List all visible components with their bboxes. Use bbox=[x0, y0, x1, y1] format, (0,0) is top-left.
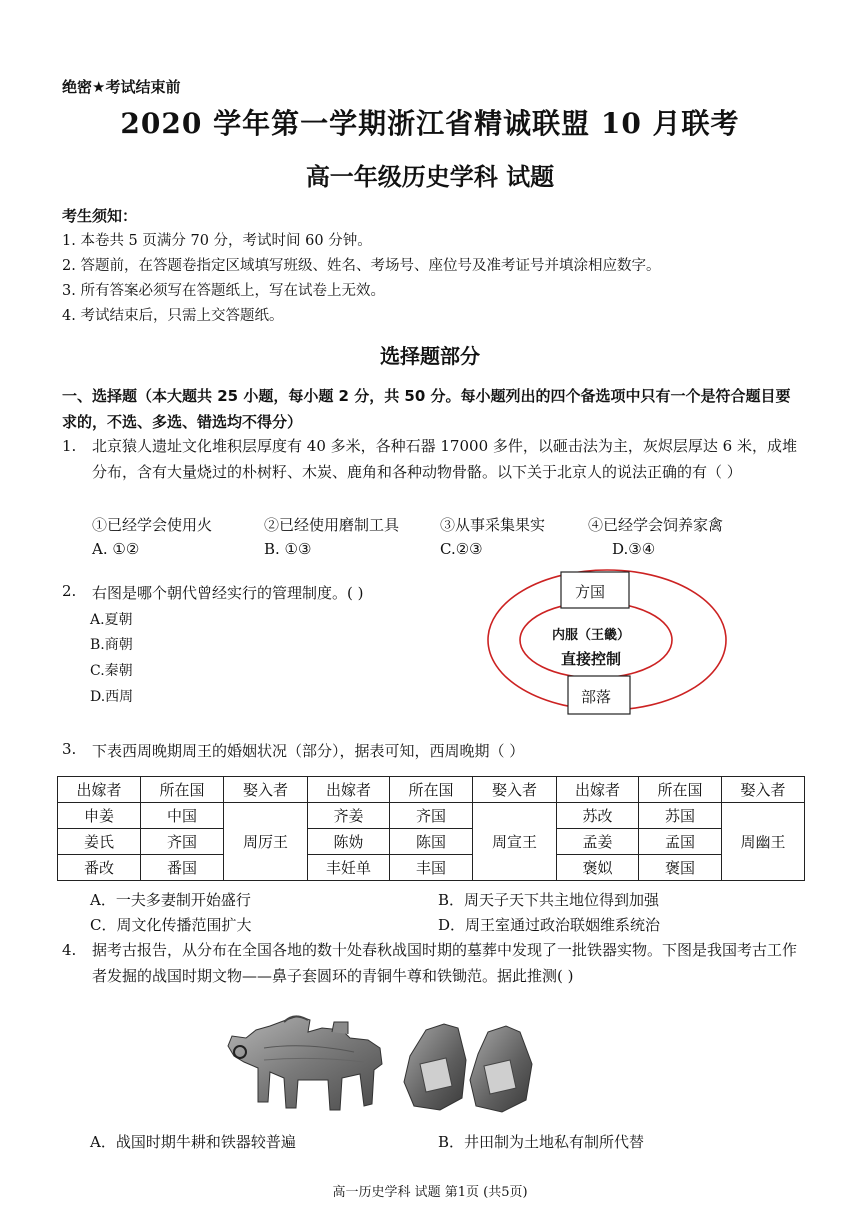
table-cell: 褒国 bbox=[639, 855, 722, 881]
q3-option-a: A．一夫多妻制开始盛行 bbox=[90, 891, 251, 909]
table-cell: 褒姒 bbox=[557, 855, 639, 881]
exam-title: 2020 学年第一学期浙江省精诚联盟 10 月联考 bbox=[120, 107, 740, 140]
q2-option-c: C.秦朝 bbox=[90, 663, 133, 679]
table-header-cell: 娶入者 bbox=[224, 777, 308, 803]
table-row bbox=[58, 829, 805, 855]
table-cell: 齐国 bbox=[390, 803, 473, 829]
question-4-text: 据考古报告，从分布在全国各地的数十处春秋战国时期的墓葬中发现了一批铁器实物。下图是我国考古工作者发掘的战国时期文物——鼻子套圆环的青铜牛尊和铁锄范。据此推测( ) bbox=[92, 941, 798, 985]
table-cell: 孟姜 bbox=[557, 829, 639, 855]
notice-item: 3. 所有答案必须写在答题纸上，写在试卷上无效。 bbox=[62, 283, 385, 299]
q3-option-c: C．周文化传播范围扩大 bbox=[90, 916, 252, 934]
table-cell: 中国 bbox=[141, 803, 224, 829]
q1-option-d: D.③④ bbox=[612, 540, 656, 558]
table-cell: 番国 bbox=[141, 855, 224, 881]
q3-option-b: B．周天子天下共主地位得到加强 bbox=[438, 891, 660, 909]
question-4-number: 4. bbox=[62, 941, 77, 959]
question-3-text: 下表西周晚期周王的婚姻状况（部分），据表可知，西周晚期（ ） bbox=[92, 742, 525, 760]
table-cell: 陈国 bbox=[390, 829, 473, 855]
q3-option-d: D．周王室通过政治联姻维系统治 bbox=[438, 916, 661, 934]
table-cell: 申姜 bbox=[58, 803, 141, 829]
table-cell-husband: 周幽王 bbox=[722, 803, 805, 881]
q1-statement: ③从事采集果实 bbox=[440, 516, 546, 534]
diagram-inner-line2: 直接控制 bbox=[561, 650, 622, 668]
q2-option-a: A.夏朝 bbox=[90, 612, 133, 628]
notice-item: 4. 考试结束后，只需上交答题纸。 bbox=[62, 308, 284, 324]
table-cell: 丰国 bbox=[390, 855, 473, 881]
notice-item: 1. 本卷共 5 页满分 70 分，考试时间 60 分钟。 bbox=[62, 233, 372, 249]
table-header-cell: 所在国 bbox=[390, 777, 473, 803]
table-cell: 姜氏 bbox=[58, 829, 141, 855]
table-header-cell: 娶入者 bbox=[473, 777, 557, 803]
q2-option-b: B.商朝 bbox=[90, 637, 133, 653]
table-header-cell: 出嫁者 bbox=[58, 777, 141, 803]
q1-statement: ②已经使用磨制工具 bbox=[264, 516, 400, 534]
table-cell: 齐国 bbox=[141, 829, 224, 855]
diagram-top-box: 方国 bbox=[575, 583, 606, 601]
table-cell: 陈妫 bbox=[308, 829, 390, 855]
q1-statement: ④已经学会饲养家禽 bbox=[588, 516, 724, 534]
exam-subtitle: 高一年级历史学科 试题 bbox=[305, 162, 555, 191]
notice-heading: 考生须知： bbox=[62, 207, 138, 225]
q1-option-a: A. ①② bbox=[92, 540, 140, 558]
notice-item: 2. 答题前，在答题卷指定区域填写班级、姓名、考场号、座位号及准考证号并填涂相应数字。 bbox=[62, 258, 661, 274]
table-cell: 孟国 bbox=[639, 829, 722, 855]
q2-option-d: D.西周 bbox=[90, 689, 134, 705]
table-row bbox=[58, 855, 805, 881]
table-cell-husband: 周宣王 bbox=[473, 803, 557, 881]
question-2-text: 右图是哪个朝代曾经实行的管理制度。( ) bbox=[92, 584, 364, 602]
section-title: 选择题部分 bbox=[380, 344, 480, 368]
bronze-ox-zun-image bbox=[224, 1012, 390, 1120]
table-header-cell: 出嫁者 bbox=[308, 777, 390, 803]
q4-option-a: A．战国时期牛耕和铁器较普遍 bbox=[90, 1133, 296, 1151]
table-cell: 番改 bbox=[58, 855, 141, 881]
part-heading: 一、选择题（本大题共 25 小题，每小题 2 分，共 50 分。每小题列出的四个备选项中只有一个是符合题目要求的，不选、多选、错选均不得分） bbox=[62, 387, 791, 431]
table-header-cell: 所在国 bbox=[639, 777, 722, 803]
table-row bbox=[58, 803, 805, 829]
question-3-number: 3. bbox=[62, 740, 77, 758]
question-1-text: 北京猿人遗址文化堆积层厚度有 40 多米，各种石器 17000 多件，以砸击法为主，灰烬层厚达 6 米，成堆分布，含有大量烧过的朴树籽、木炭、鹿角和各种动物骨骼。以下关于北京人的说法正确的有（ ） bbox=[92, 437, 797, 481]
table-header-cell: 娶入者 bbox=[722, 777, 805, 803]
question-2-number: 2. bbox=[62, 582, 77, 600]
iron-hoe-mould-image bbox=[396, 1020, 542, 1116]
q4-option-b: B．井田制为土地私有制所代替 bbox=[438, 1133, 645, 1151]
table-cell-husband: 周厉王 bbox=[224, 803, 308, 881]
question-1-number: 1. bbox=[62, 437, 77, 455]
diagram-inner-line1: 内服（王畿） bbox=[552, 628, 631, 643]
table-cell: 苏改 bbox=[557, 803, 639, 829]
table-header-cell: 出嫁者 bbox=[557, 777, 639, 803]
table-header-cell: 所在国 bbox=[141, 777, 224, 803]
confidential-mark: 绝密★考试结束前 bbox=[62, 78, 181, 96]
table-cell: 苏国 bbox=[639, 803, 722, 829]
diagram-bottom-box: 部落 bbox=[581, 688, 612, 706]
table-cell: 丰妊单 bbox=[308, 855, 390, 881]
q1-option-c: C.②③ bbox=[440, 540, 483, 558]
marriage-table bbox=[57, 776, 805, 881]
q1-option-b: B. ①③ bbox=[264, 540, 312, 558]
q1-statement: ①已经学会使用火 bbox=[92, 516, 213, 534]
table-header-row bbox=[58, 777, 805, 803]
page-footer: 高一历史学科 试题 第1页 (共5页) bbox=[332, 1185, 528, 1200]
table-cell: 齐姜 bbox=[308, 803, 390, 829]
administrative-diagram bbox=[486, 568, 728, 720]
